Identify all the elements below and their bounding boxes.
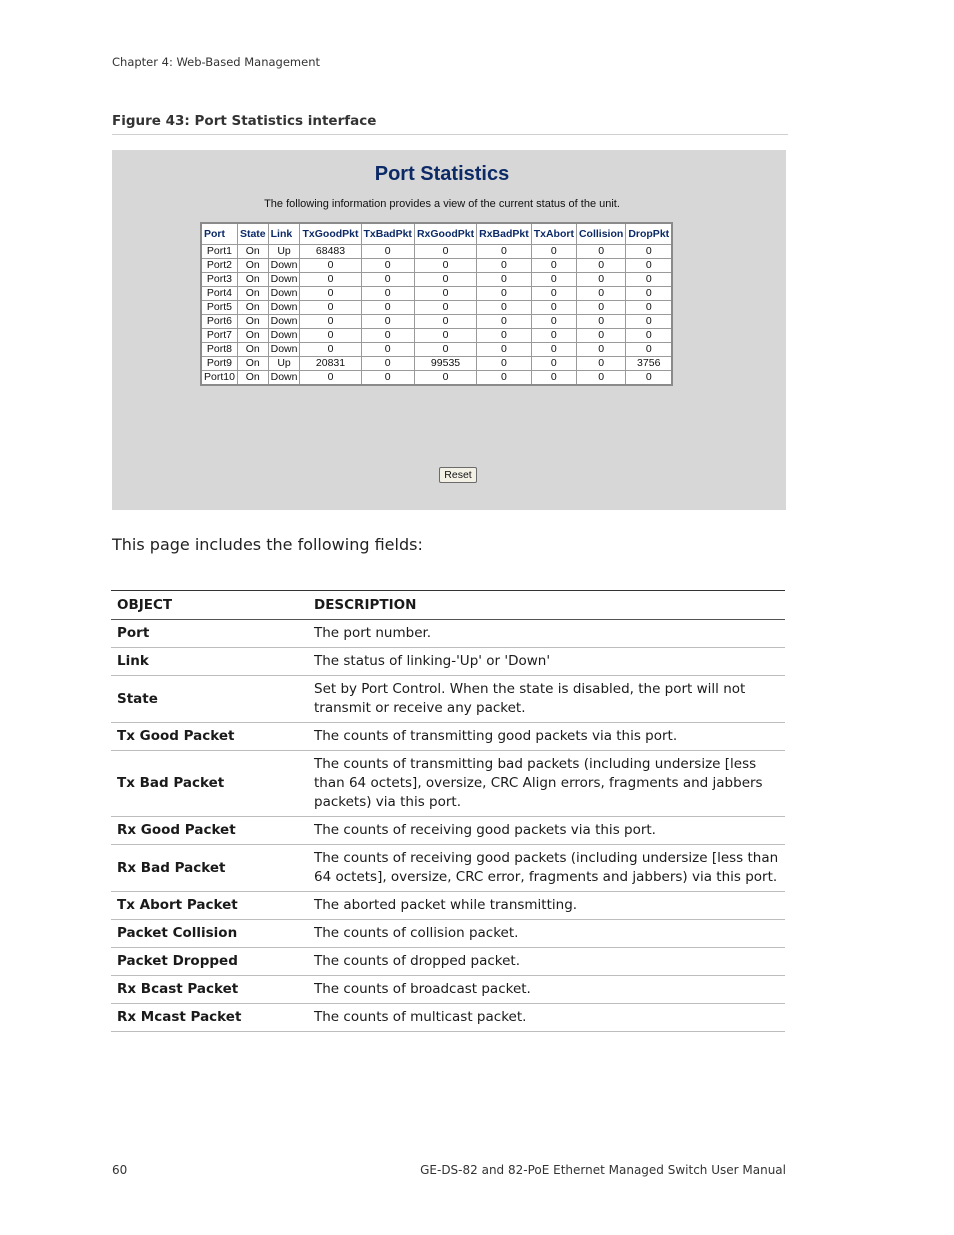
stats-cell: 0 — [477, 245, 532, 259]
stats-cell: 0 — [361, 245, 414, 259]
stats-cell: 0 — [414, 343, 476, 357]
stats-cell: 0 — [477, 315, 532, 329]
manual-title: GE-DS-82 and 82-PoE Ethernet Managed Switch User Manual — [420, 1163, 786, 1177]
stats-cell: 0 — [477, 273, 532, 287]
field-object: Tx Good Packet — [111, 723, 308, 751]
stats-cell: 0 — [361, 315, 414, 329]
stats-cell: Down — [268, 329, 300, 343]
stats-cell: 0 — [361, 357, 414, 371]
stats-cell: 0 — [576, 329, 625, 343]
stats-cell: On — [237, 315, 268, 329]
field-object: Packet Collision — [111, 920, 308, 948]
table-row — [111, 892, 785, 920]
field-description: The counts of multicast packet. — [308, 1004, 785, 1032]
stats-cell: Down — [268, 371, 300, 386]
stats-cell: 0 — [477, 287, 532, 301]
field-object: Rx Bad Packet — [111, 845, 308, 892]
table-row — [201, 259, 672, 273]
stats-cell: 3756 — [626, 357, 672, 371]
field-description: The counts of receiving good packets (including undersize [less than 64 octets], oversize, CRC error, fragments and jabbers) via this port. — [308, 845, 785, 892]
stats-cell: Port1 — [201, 245, 237, 259]
stats-cell: On — [237, 301, 268, 315]
stats-cell: 0 — [477, 371, 532, 386]
stats-cell: 0 — [531, 315, 576, 329]
stats-cell: Down — [268, 259, 300, 273]
table-row — [201, 245, 672, 259]
stats-column-header: DropPkt — [626, 223, 672, 245]
field-object: Tx Abort Packet — [111, 892, 308, 920]
table-row — [111, 817, 785, 845]
stats-cell: 0 — [576, 315, 625, 329]
object-column-header: OBJECT — [111, 591, 308, 620]
field-object: Tx Bad Packet — [111, 751, 308, 817]
table-row — [111, 676, 785, 723]
table-row — [111, 920, 785, 948]
stats-cell: On — [237, 287, 268, 301]
stats-cell: 0 — [414, 245, 476, 259]
table-row — [111, 1004, 785, 1032]
stats-cell: 0 — [361, 329, 414, 343]
field-object: State — [111, 676, 308, 723]
stats-cell: 0 — [477, 259, 532, 273]
stats-cell: On — [237, 245, 268, 259]
stats-cell: 0 — [414, 273, 476, 287]
stats-cell: 0 — [414, 371, 476, 386]
stats-cell: 0 — [361, 259, 414, 273]
stats-cell: 0 — [300, 315, 361, 329]
table-row — [111, 723, 785, 751]
stats-cell: 0 — [626, 343, 672, 357]
stats-cell: 0 — [531, 273, 576, 287]
stats-cell: 68483 — [300, 245, 361, 259]
stats-column-header: State — [237, 223, 268, 245]
fields-table — [111, 590, 785, 1032]
field-description: The counts of dropped packet. — [308, 948, 785, 976]
table-row — [111, 976, 785, 1004]
stats-cell: Down — [268, 343, 300, 357]
stats-cell: 0 — [361, 371, 414, 386]
field-description: The counts of broadcast packet. — [308, 976, 785, 1004]
table-row — [201, 287, 672, 301]
stats-cell: 0 — [576, 245, 625, 259]
table-row — [201, 343, 672, 357]
stats-cell: 0 — [531, 245, 576, 259]
stats-cell: 0 — [531, 329, 576, 343]
table-row — [201, 273, 672, 287]
field-description: The port number. — [308, 620, 785, 648]
stats-cell: 0 — [300, 273, 361, 287]
stats-cell: 0 — [361, 343, 414, 357]
stats-cell: Port4 — [201, 287, 237, 301]
stats-cell: 0 — [414, 259, 476, 273]
stats-cell: 0 — [300, 259, 361, 273]
port-statistics-table — [200, 222, 673, 386]
table-row — [111, 948, 785, 976]
stats-cell: 0 — [626, 259, 672, 273]
stats-cell: 0 — [414, 315, 476, 329]
stats-column-header: Link — [268, 223, 300, 245]
figure-caption: Figure 43: Port Statistics interface — [112, 113, 788, 135]
field-description: Set by Port Control. When the state is disabled, the port will not transmit or receive any packet. — [308, 676, 785, 723]
stats-cell: 0 — [477, 357, 532, 371]
stats-cell: 99535 — [414, 357, 476, 371]
stats-cell: 0 — [576, 273, 625, 287]
stats-cell: Port5 — [201, 301, 237, 315]
stats-cell: 0 — [626, 245, 672, 259]
stats-column-header: RxBadPkt — [477, 223, 532, 245]
table-row — [201, 357, 672, 371]
stats-cell: 0 — [626, 301, 672, 315]
stats-cell: 0 — [626, 287, 672, 301]
stats-cell: 20831 — [300, 357, 361, 371]
table-row — [201, 315, 672, 329]
stats-cell: 0 — [626, 273, 672, 287]
field-object: Port — [111, 620, 308, 648]
stats-cell: 0 — [626, 315, 672, 329]
stats-cell: 0 — [531, 301, 576, 315]
stats-cell: 0 — [477, 301, 532, 315]
stats-cell: Up — [268, 357, 300, 371]
port-statistics-screenshot — [112, 150, 786, 510]
stats-cell: 0 — [531, 357, 576, 371]
stats-cell: On — [237, 329, 268, 343]
stats-cell: 0 — [531, 343, 576, 357]
stats-column-header: Port — [201, 223, 237, 245]
stats-cell: Down — [268, 315, 300, 329]
stats-cell: 0 — [414, 287, 476, 301]
page-number: 60 — [112, 1163, 128, 1177]
stats-cell: Port10 — [201, 371, 237, 386]
field-object: Packet Dropped — [111, 948, 308, 976]
stats-cell: 0 — [361, 301, 414, 315]
intro-text: This page includes the following fields: — [112, 535, 423, 554]
stats-cell: 0 — [300, 301, 361, 315]
stats-cell: Port9 — [201, 357, 237, 371]
port-statistics-subtitle: The following information provides a view of the current status of the unit. — [264, 198, 620, 210]
stats-cell: 0 — [576, 301, 625, 315]
stats-cell: Port8 — [201, 343, 237, 357]
field-description: The counts of receiving good packets via this port. — [308, 817, 785, 845]
stats-cell: 0 — [576, 357, 625, 371]
field-object: Link — [111, 648, 308, 676]
stats-cell: 0 — [477, 343, 532, 357]
reset-button[interactable]: Reset — [439, 467, 477, 483]
stats-cell: Up — [268, 245, 300, 259]
stats-cell: 0 — [576, 287, 625, 301]
stats-cell: 0 — [531, 259, 576, 273]
table-row — [111, 648, 785, 676]
field-description: The status of linking-'Up' or 'Down' — [308, 648, 785, 676]
field-description: The counts of transmitting good packets via this port. — [308, 723, 785, 751]
stats-header-row — [201, 223, 672, 245]
stats-column-header: TxAbort — [531, 223, 576, 245]
stats-cell: 0 — [361, 287, 414, 301]
stats-cell: 0 — [531, 371, 576, 386]
field-object: Rx Mcast Packet — [111, 1004, 308, 1032]
stats-cell: 0 — [300, 329, 361, 343]
stats-column-header: TxBadPkt — [361, 223, 414, 245]
stats-cell: On — [237, 357, 268, 371]
stats-cell: 0 — [300, 287, 361, 301]
stats-cell: On — [237, 273, 268, 287]
port-statistics-title: Port Statistics — [374, 163, 510, 185]
stats-cell: Port2 — [201, 259, 237, 273]
stats-cell: 0 — [414, 301, 476, 315]
table-row — [111, 845, 785, 892]
stats-column-header: TxGoodPkt — [300, 223, 361, 245]
chapter-heading: Chapter 4: Web-Based Management — [112, 55, 321, 69]
stats-cell: 0 — [576, 371, 625, 386]
field-description: The aborted packet while transmitting. — [308, 892, 785, 920]
stats-cell: 0 — [300, 371, 361, 386]
table-row — [201, 371, 672, 386]
field-object: Rx Good Packet — [111, 817, 308, 845]
field-description: The counts of collision packet. — [308, 920, 785, 948]
stats-cell: 0 — [576, 343, 625, 357]
stats-cell: 0 — [361, 273, 414, 287]
stats-cell: 0 — [626, 329, 672, 343]
table-row — [201, 301, 672, 315]
stats-column-header: RxGoodPkt — [414, 223, 476, 245]
description-column-header: DESCRIPTION — [308, 591, 785, 620]
stats-cell: 0 — [626, 371, 672, 386]
stats-cell: Port3 — [201, 273, 237, 287]
stats-cell: Down — [268, 287, 300, 301]
fields-header-row — [111, 591, 785, 620]
stats-cell: Down — [268, 301, 300, 315]
stats-cell: 0 — [300, 343, 361, 357]
stats-cell: Port6 — [201, 315, 237, 329]
stats-cell: On — [237, 371, 268, 386]
stats-cell: 0 — [576, 259, 625, 273]
stats-cell: On — [237, 259, 268, 273]
field-object: Rx Bcast Packet — [111, 976, 308, 1004]
stats-cell: On — [237, 343, 268, 357]
table-row — [111, 751, 785, 817]
stats-cell: 0 — [414, 329, 476, 343]
stats-cell: 0 — [531, 287, 576, 301]
stats-cell: Down — [268, 273, 300, 287]
table-row — [111, 620, 785, 648]
table-row — [201, 329, 672, 343]
stats-cell: Port7 — [201, 329, 237, 343]
field-description: The counts of transmitting bad packets (including undersize [less than 64 octets], oversize, CRC Align errors, fragments and jabbers packets) via this port. — [308, 751, 785, 817]
stats-cell: 0 — [477, 329, 532, 343]
stats-column-header: Collision — [576, 223, 625, 245]
